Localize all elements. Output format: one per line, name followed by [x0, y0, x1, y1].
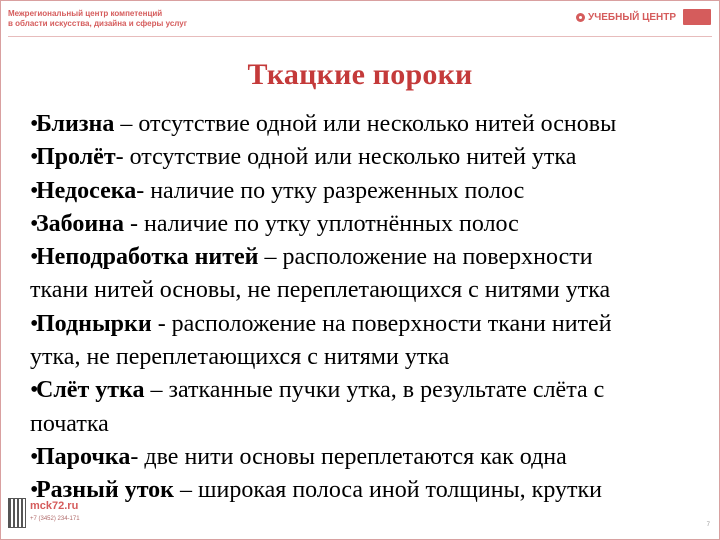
bullet-icon: •	[30, 377, 39, 404]
list-item	[30, 308, 714, 341]
defect-description: - расположение на поверхности ткани нитей	[151, 310, 612, 337]
defects-list	[30, 108, 714, 508]
defect-description: початка	[30, 410, 109, 437]
defect-term: Недосека	[36, 177, 137, 204]
defect-term: Поднырки	[36, 310, 152, 337]
defect-description: – затканные пучки утка, в результате слёта с	[144, 377, 605, 404]
list-item	[30, 141, 714, 174]
defect-description: - две нити основы переплетаются как одна	[130, 443, 567, 470]
defect-term: Пролёт	[36, 144, 116, 171]
list-item	[30, 441, 714, 474]
defect-description: - наличие по утку разреженных полос	[136, 177, 525, 204]
bullet-icon: •	[30, 144, 39, 171]
qr-code-icon	[8, 498, 26, 528]
defect-description: ткани нитей основы, не переплетающихся с нитями утка	[30, 277, 611, 304]
list-item	[30, 208, 714, 241]
defect-description: - наличие по утку уплотнённых полос	[124, 210, 519, 237]
defect-description: - отсутствие одной или несколько нитей утка	[115, 144, 577, 171]
bullet-icon: •	[30, 443, 39, 470]
header-divider	[8, 36, 712, 37]
bullet-icon: •	[30, 177, 39, 204]
list-item-continuation	[30, 274, 714, 307]
slide-title: Ткацкие пороки	[247, 58, 473, 91]
bullet-icon: •	[30, 477, 39, 504]
brand	[576, 9, 711, 25]
defect-description: утка, не переплетающихся с нитями утка	[30, 344, 450, 371]
list-item	[30, 374, 714, 407]
list-item-continuation	[30, 408, 714, 441]
defect-description: – расположение на поверхности	[258, 244, 593, 271]
defect-term: Неподработка нитей	[36, 244, 259, 271]
list-item	[30, 241, 714, 274]
defect-term: Слёт утка	[36, 377, 145, 404]
list-item	[30, 474, 714, 507]
defect-term: Близна	[36, 111, 115, 137]
org-name	[8, 9, 187, 29]
brand-badge-icon	[683, 9, 711, 25]
defect-description: – отсутствие одной или несколько нитей основы	[114, 111, 617, 137]
defect-term: Забоина	[36, 210, 125, 237]
defect-term: Разный уток	[36, 477, 174, 504]
org-line-2: в области искусства, дизайна и сферы услуг	[8, 19, 188, 28]
footer-site[interactable]: mck72.ru	[30, 500, 79, 512]
list-item	[30, 108, 714, 141]
list-item	[30, 175, 714, 208]
defect-term: Парочка	[36, 443, 131, 470]
bullet-icon: •	[30, 310, 39, 337]
list-item-continuation	[30, 341, 714, 374]
bullet-icon: •	[30, 244, 39, 271]
bullet-icon: •	[30, 210, 39, 237]
brand-logo-icon	[576, 13, 585, 22]
defect-description: – широкая полоса иной толщины, крутки	[174, 477, 603, 504]
footer-phone: +7 (3452) 234-171	[30, 516, 80, 522]
org-line-1: Межрегиональный центр компетенций	[8, 9, 163, 18]
page-number: 7	[706, 522, 710, 528]
bullet-icon: •	[30, 111, 39, 137]
brand-label: УЧЕБНЫЙ ЦЕНТР	[588, 11, 677, 23]
